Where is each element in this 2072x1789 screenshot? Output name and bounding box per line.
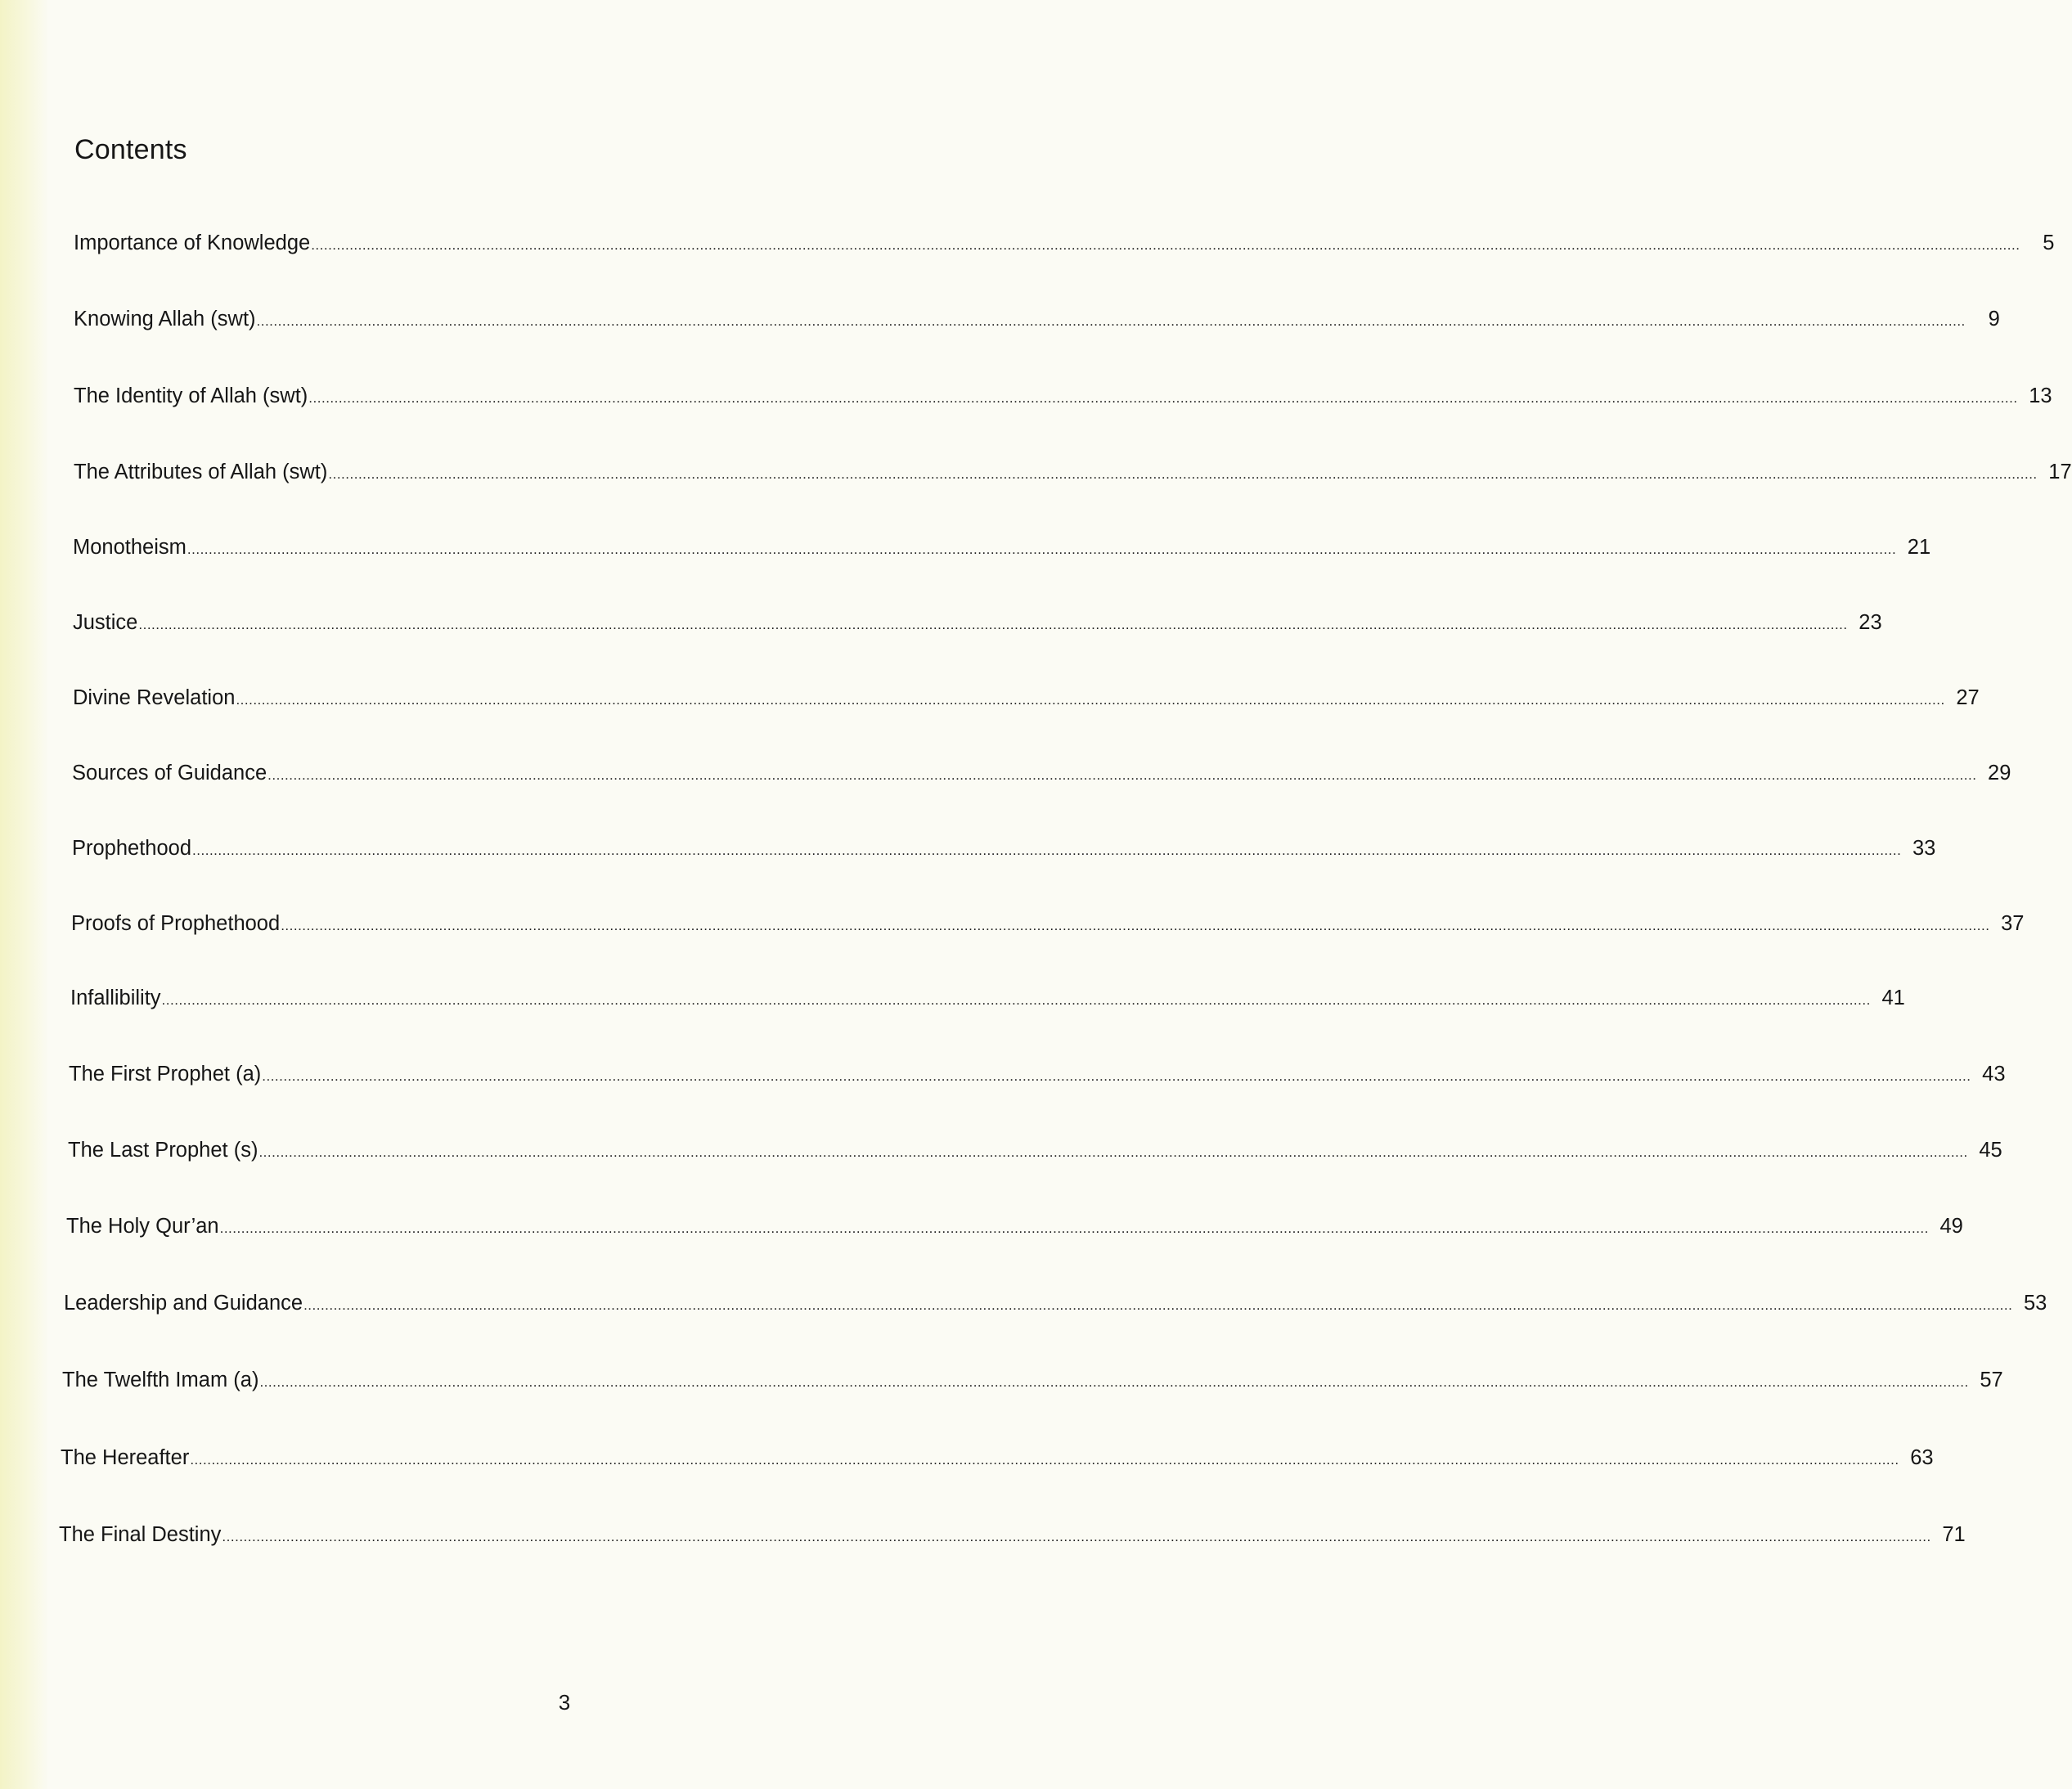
toc-entry <box>74 305 2000 335</box>
toc-entry <box>72 759 2011 789</box>
dot-leader: ................................................................................................................................................................................................................................................................................................................................................................................................................ <box>328 466 2038 482</box>
dot-leader: ................................................................................................................................................................................................................................................................................................................................................................................................................ <box>281 918 1990 933</box>
toc-entry <box>59 1521 1966 1550</box>
toc-entry-page: 33 <box>1912 837 1936 860</box>
dot-leader: ................................................................................................................................................................................................................................................................................................................................................................................................................ <box>219 1220 1929 1236</box>
toc-entry-page: 57 <box>1980 1369 2003 1391</box>
toc-entry <box>64 1289 2047 1319</box>
dot-leader: ................................................................................................................................................................................................................................................................................................................................................................................................................ <box>192 843 1902 858</box>
toc-entry-page: 23 <box>1859 611 1882 634</box>
dot-leader: ................................................................................................................................................................................................................................................................................................................................................................................................................ <box>267 767 1977 783</box>
toc-entry <box>61 1444 1934 1473</box>
toc-entry-title: Divine Revelation <box>73 686 236 709</box>
toc-entry-page: 27 <box>1956 686 1980 709</box>
toc-entry-title: Monotheism <box>73 536 187 559</box>
toc-entry-title: The First Prophet (a) <box>69 1063 262 1086</box>
toc-entry <box>74 229 2055 258</box>
toc-entry-title: The Attributes of Allah (swt) <box>74 461 328 483</box>
dot-leader: ................................................................................................................................................................................................................................................................................................................................................................................................................ <box>259 1374 1969 1390</box>
toc-entry-page: 41 <box>1881 987 1905 1009</box>
toc-entry-title: Sources of Guidance <box>72 762 267 784</box>
toc-entry-page: 29 <box>1988 762 2011 784</box>
toc-entry <box>68 1136 2002 1166</box>
toc-entry-page: 49 <box>1939 1215 1963 1238</box>
toc-entry-page: 63 <box>1910 1446 1934 1469</box>
toc-entry-title: Infallibility <box>70 987 161 1009</box>
toc-entry <box>73 533 1931 563</box>
toc-entry <box>73 609 1882 638</box>
page-edge-shading <box>0 0 49 1789</box>
dot-leader: ................................................................................................................................................................................................................................................................................................................................................................................................................ <box>236 692 1945 708</box>
dot-leader: ................................................................................................................................................................................................................................................................................................................................................................................................................ <box>222 1529 1931 1544</box>
toc-entry-page: 17 <box>2048 461 2072 483</box>
page-number: 3 <box>558 1690 571 1715</box>
toc-entry-title: The Twelfth Imam (a) <box>62 1369 259 1391</box>
toc-entry-title: Justice <box>73 611 138 634</box>
toc-entry-page: 53 <box>2023 1292 2047 1315</box>
dot-leader: ................................................................................................................................................................................................................................................................................................................................................................................................................ <box>262 1068 1971 1084</box>
dot-leader: ................................................................................................................................................................................................................................................................................................................................................................................................................ <box>256 313 1966 329</box>
toc-entry-title: Proofs of Prophethood <box>71 912 281 935</box>
toc-entry-page: 71 <box>1942 1523 1966 1546</box>
toc-entry <box>74 458 2072 488</box>
contents-heading: Contents <box>74 134 187 165</box>
dot-leader: ................................................................................................................................................................................................................................................................................................................................................................................................................ <box>187 542 1897 557</box>
toc-entry-page: 45 <box>1979 1139 2002 1162</box>
toc-entry-page: 5 <box>2043 231 2055 254</box>
toc-entry <box>62 1366 2003 1396</box>
toc-entry-title: The Final Destiny <box>59 1523 222 1546</box>
toc-entry-page: 9 <box>1988 308 2000 330</box>
toc-entry <box>69 1060 2006 1090</box>
toc-entry-title: Leadership and Guidance <box>64 1292 303 1315</box>
toc-entry <box>72 834 1936 864</box>
toc-entry <box>71 910 2025 939</box>
toc-entry-title: Importance of Knowledge <box>74 231 311 254</box>
toc-entry-title: The Holy Qur’an <box>66 1215 219 1238</box>
dot-leader: ................................................................................................................................................................................................................................................................................................................................................................................................................ <box>138 617 1848 632</box>
toc-entry-page: 21 <box>1907 536 1931 559</box>
toc-entry <box>66 1212 1963 1242</box>
toc-entry-title: The Hereafter <box>61 1446 190 1469</box>
toc-entry-title: Knowing Allah (swt) <box>74 308 256 330</box>
toc-entry <box>74 382 2052 411</box>
dot-leader: ................................................................................................................................................................................................................................................................................................................................................................................................................ <box>190 1452 1899 1468</box>
dot-leader: ................................................................................................................................................................................................................................................................................................................................................................................................................ <box>258 1144 1968 1160</box>
toc-entry-page: 13 <box>2029 384 2052 407</box>
dot-leader: ................................................................................................................................................................................................................................................................................................................................................................................................................ <box>308 390 2018 406</box>
toc-entry-title: The Identity of Allah (swt) <box>74 384 308 407</box>
toc-entry-title: The Last Prophet (s) <box>68 1139 258 1162</box>
dot-leader: ................................................................................................................................................................................................................................................................................................................................................................................................................ <box>303 1297 2013 1313</box>
toc-entry <box>70 984 1905 1014</box>
toc-entry <box>73 684 1980 713</box>
toc-entry-page: 43 <box>1982 1063 2006 1086</box>
toc-entry-title: Prophethood <box>72 837 192 860</box>
toc-entry-page: 37 <box>2001 912 2025 935</box>
dot-leader: ................................................................................................................................................................................................................................................................................................................................................................................................................ <box>161 992 1871 1008</box>
dot-leader: ................................................................................................................................................................................................................................................................................................................................................................................................................ <box>311 237 2020 253</box>
